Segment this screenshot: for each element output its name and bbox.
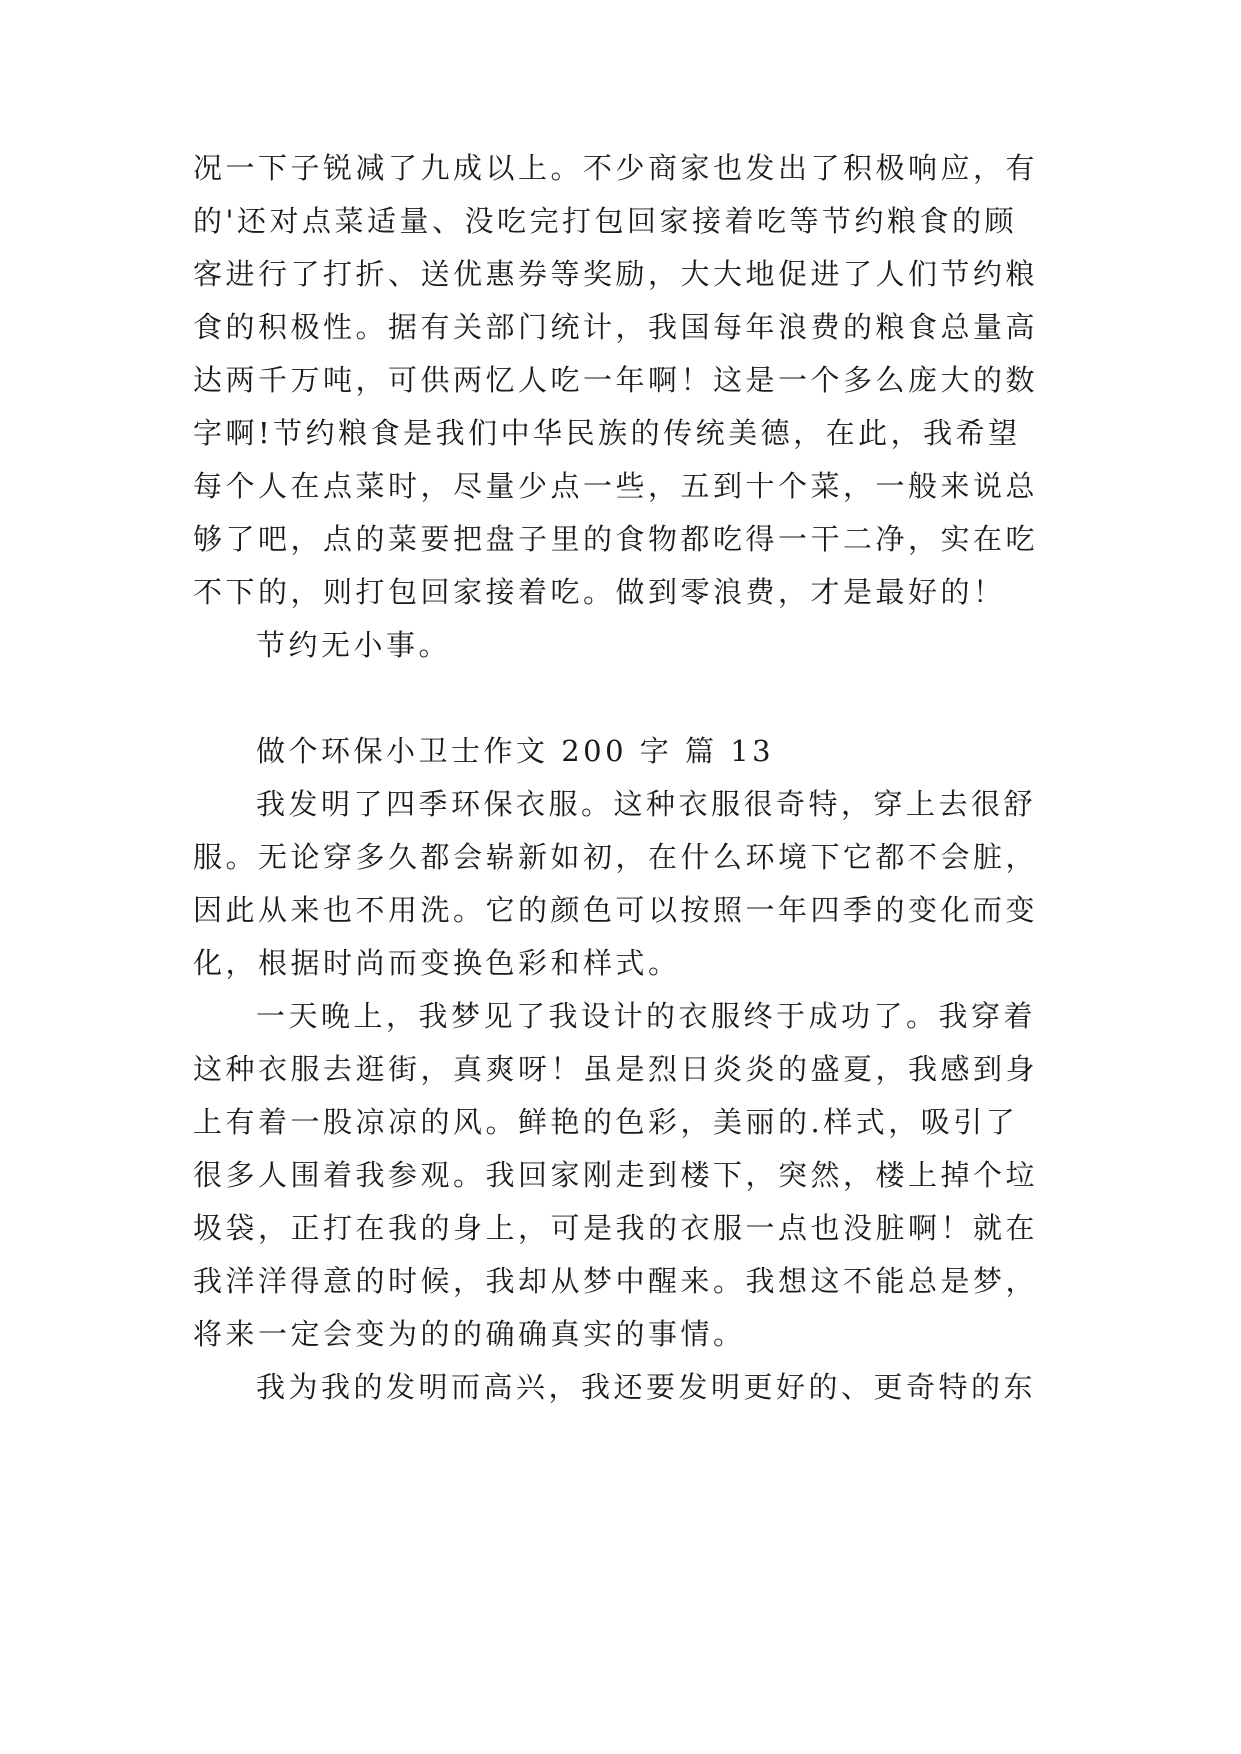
text-line: 这种衣服去逛街，真爽呀！虽是烈日炎炎的盛夏，我感到身 [193, 1052, 1039, 1086]
text-line: 的'还对点菜适量、没吃完打包回家接着吃等节约粮食的顾 [193, 204, 1017, 238]
paragraph: 节约无小事。 [256, 628, 452, 662]
text-line: 客进行了打折、送优惠券等奖励，大大地促进了人们节约粮 [193, 257, 1039, 291]
text-line: 一天晚上，我梦见了我设计的衣服终于成功了。我穿着 [256, 999, 1037, 1033]
text-line: 食的积极性。据有关部门统计，我国每年浪费的粮食总量高 [193, 310, 1039, 344]
text-line: 我洋洋得意的时候，我却从梦中醒来。我想这不能总是梦， [193, 1264, 1039, 1298]
text-line: 我为我的发明而高兴，我还要发明更好的、更奇特的东 [256, 1370, 1037, 1404]
text-line: 将来一定会变为的的确确真实的事情。 [193, 1317, 746, 1351]
text-line: 圾袋，正打在我的身上，可是我的衣服一点也没脏啊！就在 [193, 1211, 1039, 1245]
text-line: 每个人在点菜时，尽量少点一些，五到十个菜，一般来说总 [193, 469, 1039, 503]
text-line: 因此从来也不用洗。它的颜色可以按照一年四季的变化而变 [193, 893, 1039, 927]
text-line: 不下的，则打包回家接着吃。做到零浪费，才是最好的！ [193, 575, 1006, 609]
text-line: 字啊!节约粮食是我们中华民族的传统美德，在此，我希望 [193, 416, 1021, 450]
text-line: 我发明了四季环保衣服。这种衣服很奇特，穿上去很舒 [256, 787, 1037, 821]
text-line: 上有着一股凉凉的风。鲜艳的色彩，美丽的.样式，吸引了 [193, 1105, 1019, 1139]
text-line: 服。无论穿多久都会崭新如初，在什么环境下它都不会脏， [193, 840, 1039, 874]
text-line: 很多人围着我参观。我回家刚走到楼下，突然，楼上掉个垃 [193, 1158, 1039, 1192]
text-line: 达两千万吨，可供两忆人吃一年啊！这是一个多么庞大的数 [193, 363, 1039, 397]
text-line: 化，根据时尚而变换色彩和样式。 [193, 946, 681, 980]
text-line: 况一下子锐减了九成以上。不少商家也发出了积极响应，有 [193, 151, 1039, 185]
section-heading: 做个环保小卫士作文 200 字 篇 13 [256, 734, 775, 768]
text-line: 够了吧，点的菜要把盘子里的食物都吃得一干二净，实在吃 [193, 522, 1039, 556]
